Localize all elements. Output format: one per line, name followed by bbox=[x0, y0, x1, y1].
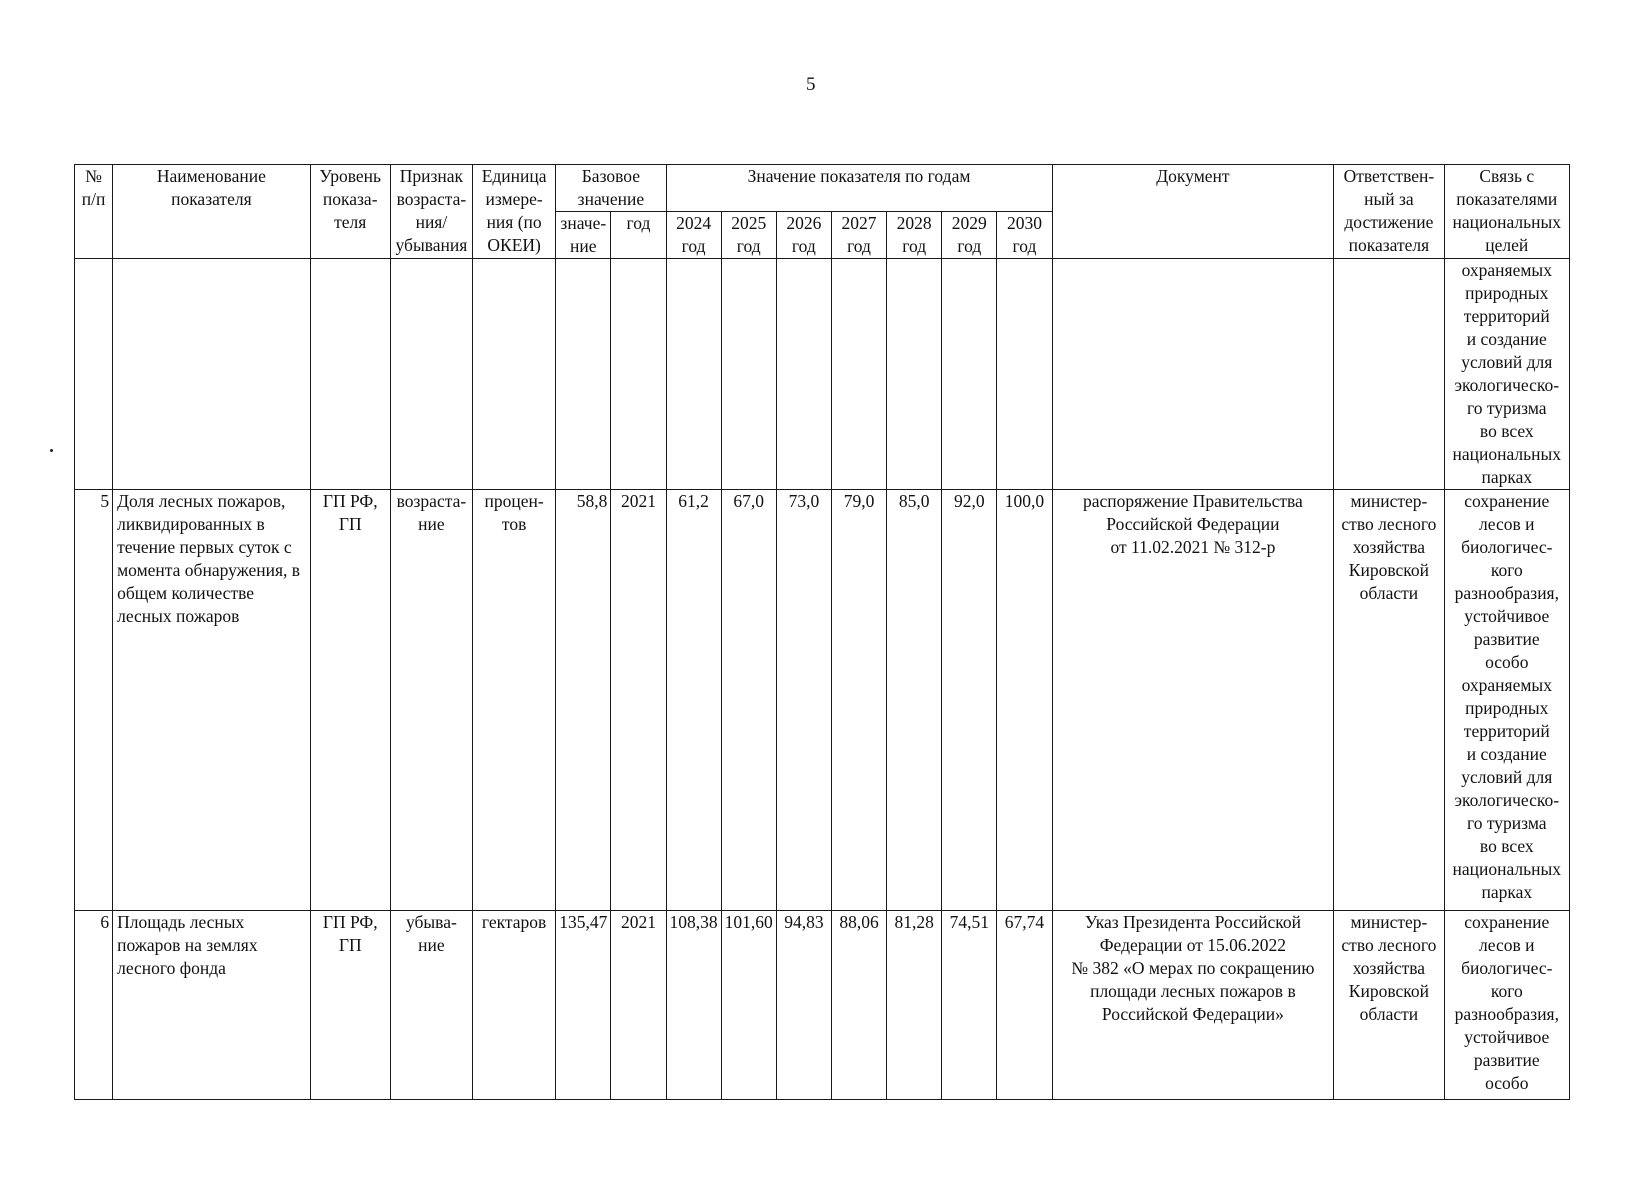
cell-2028: 85,0 bbox=[887, 490, 942, 911]
header-row-1 bbox=[75, 165, 1570, 212]
indicators-table bbox=[74, 164, 1570, 1100]
page-number: 5 bbox=[806, 74, 816, 95]
cell-name bbox=[113, 259, 311, 490]
cell-base-value: 135,47 bbox=[556, 911, 611, 1100]
cell-2028 bbox=[887, 259, 942, 490]
cell-2029: 92,0 bbox=[942, 490, 997, 911]
cell-2025 bbox=[721, 259, 776, 490]
cell-2030: 67,74 bbox=[997, 911, 1052, 1100]
cell-document: Указ Президента Российской Федерации от 15.06.2022 № 382 «О мерах по сокращению площади лесных пожаров в Российской Федерации» bbox=[1052, 911, 1334, 1100]
cell-2025: 67,0 bbox=[721, 490, 776, 911]
cell-2025: 101,60 bbox=[721, 911, 776, 1100]
header-base: Базовое значение bbox=[556, 165, 666, 212]
cell-name: Доля лесных пожаров, ликвидированных в течение первых суток с момента обнаружения, в общем количестве лесных пожаров bbox=[113, 490, 311, 911]
cell-2024: 61,2 bbox=[666, 490, 721, 911]
header-trend: Признак возраста- ния/ убывания bbox=[390, 165, 472, 259]
cell-2029 bbox=[942, 259, 997, 490]
cell-unit: гектаров bbox=[473, 911, 556, 1100]
header-year-2028: 2028 год bbox=[887, 212, 942, 259]
header-year-2024: 2024 год bbox=[666, 212, 721, 259]
cell-base-value bbox=[556, 259, 611, 490]
cell-level bbox=[310, 259, 390, 490]
cell-level: ГП РФ, ГП bbox=[310, 911, 390, 1100]
cell-base-year bbox=[611, 259, 666, 490]
cell-document bbox=[1052, 259, 1334, 490]
cell-base-year: 2021 bbox=[611, 911, 666, 1100]
cell-document: распоряжение Правительства Российской Федерации от 11.02.2021 № 312-р bbox=[1052, 490, 1334, 911]
cell-unit bbox=[473, 259, 556, 490]
cell-num bbox=[75, 259, 113, 490]
header-level: Уровень показа- теля bbox=[310, 165, 390, 259]
cell-base-year: 2021 bbox=[611, 490, 666, 911]
cell-2026: 73,0 bbox=[776, 490, 831, 911]
cell-2026 bbox=[776, 259, 831, 490]
cell-level: ГП РФ, ГП bbox=[310, 490, 390, 911]
header-by-years: Значение показателя по годам bbox=[666, 165, 1052, 212]
header-base-value: значе- ние bbox=[556, 212, 611, 259]
cell-2030 bbox=[997, 259, 1052, 490]
cell-trend: убыва- ние bbox=[390, 911, 472, 1100]
cell-num: 6 bbox=[75, 911, 113, 1100]
header-unit: Единица измере- ния (по ОКЕИ) bbox=[473, 165, 556, 259]
cell-2024: 108,38 bbox=[666, 911, 721, 1100]
cell-unit: процен- тов bbox=[473, 490, 556, 911]
header-year-2027: 2027 год bbox=[831, 212, 886, 259]
cell-2029: 74,51 bbox=[942, 911, 997, 1100]
cell-responsible: министер- ство лесного хозяйства Кировской области bbox=[1334, 490, 1444, 911]
cell-link: сохранение лесов и биологичес- кого разнообразия, устойчивое развитие особо bbox=[1444, 911, 1569, 1100]
cell-link: сохранение лесов и биологичес- кого разнообразия, устойчивое развитие особо охраняемых природных территорий и создание условий для экологическо- го туризма во всех национальных парках bbox=[1444, 490, 1569, 911]
cell-trend bbox=[390, 259, 472, 490]
table-row bbox=[75, 490, 1570, 911]
cell-2027 bbox=[831, 259, 886, 490]
cell-base-value: 58,8 bbox=[556, 490, 611, 911]
header-responsible: Ответствен- ный за достижение показателя bbox=[1334, 165, 1444, 259]
cell-2024 bbox=[666, 259, 721, 490]
scan-speck bbox=[50, 449, 53, 452]
cell-2030: 100,0 bbox=[997, 490, 1052, 911]
header-num: № п/п bbox=[75, 165, 113, 259]
header-base-year: год bbox=[611, 212, 666, 259]
table-row bbox=[75, 911, 1570, 1100]
cell-num: 5 bbox=[75, 490, 113, 911]
header-name: Наименование показателя bbox=[113, 165, 311, 259]
cell-2026: 94,83 bbox=[776, 911, 831, 1100]
header-year-2030: 2030 год bbox=[997, 212, 1052, 259]
header-year-2029: 2029 год bbox=[942, 212, 997, 259]
table-row-continuation bbox=[75, 259, 1570, 490]
header-document: Документ bbox=[1052, 165, 1334, 259]
cell-link: охраняемых природных территорий и создание условий для экологическо- го туризма во всех национальных парках bbox=[1444, 259, 1569, 490]
cell-2027: 88,06 bbox=[831, 911, 886, 1100]
cell-responsible: министер- ство лесного хозяйства Кировской области bbox=[1334, 911, 1444, 1100]
header-link: Связь с показателями национальных целей bbox=[1444, 165, 1569, 259]
cell-responsible bbox=[1334, 259, 1444, 490]
header-year-2025: 2025 год bbox=[721, 212, 776, 259]
header-year-2026: 2026 год bbox=[776, 212, 831, 259]
cell-2027: 79,0 bbox=[831, 490, 886, 911]
cell-name: Площадь лесных пожаров на землях лесного фонда bbox=[113, 911, 311, 1100]
cell-2028: 81,28 bbox=[887, 911, 942, 1100]
cell-trend: возраста- ние bbox=[390, 490, 472, 911]
